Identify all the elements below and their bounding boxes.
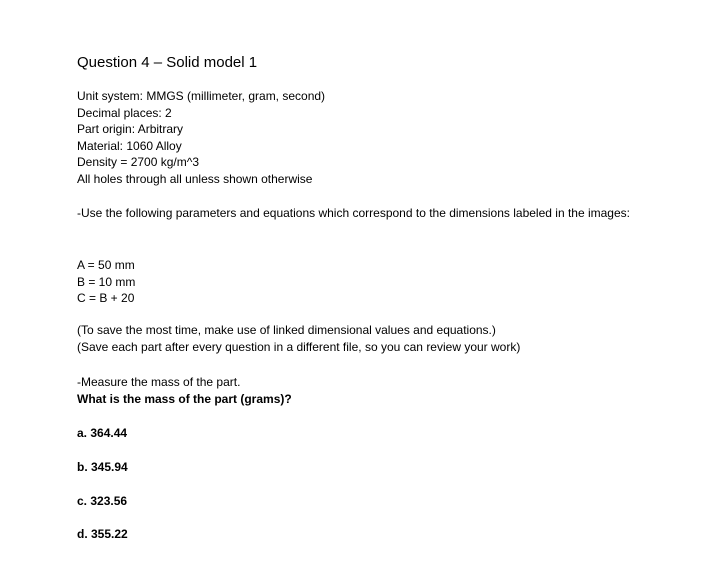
measure-section	[77, 374, 292, 407]
param-b: B = 10 mm	[77, 274, 136, 289]
answer-option-c[interactable]: c. 323.56	[77, 494, 128, 508]
answer-option-d[interactable]: d. 355.22	[77, 527, 128, 541]
parameter-list	[77, 257, 135, 307]
unit-system-line: Unit system: MMGS (millimeter, gram, second)	[77, 89, 326, 103]
holes-line: All holes through all unless shown otherwise	[77, 171, 313, 186]
instruction-text: -Use the following parameters and equations which correspond to the dimensions labeled in the images:	[77, 206, 630, 220]
question-title: Question 4 – Solid model 1	[77, 54, 258, 71]
decimal-places-line: Decimal places: 2	[77, 105, 172, 120]
linked-dimensions-note: (To save the most time, make use of linked dimensional values and equations.)	[77, 323, 496, 337]
spec-list	[77, 88, 325, 188]
param-c: C = B + 20	[77, 291, 135, 306]
material-line: Material: 1060 Alloy	[77, 138, 182, 153]
mass-question: What is the mass of the part (grams)?	[77, 391, 292, 406]
answer-option-a[interactable]: a. 364.44	[77, 426, 128, 440]
part-origin-line: Part origin: Arbitrary	[77, 122, 184, 137]
save-part-note: (Save each part after every question in a different file, so you can review your work)	[77, 339, 521, 354]
answer-option-b[interactable]: b. 345.94	[77, 460, 128, 474]
param-a: A = 50 mm	[77, 258, 135, 272]
instruction-paragraph	[77, 205, 637, 222]
notes-list	[77, 322, 520, 355]
measure-instruction: -Measure the mass of the part.	[77, 375, 241, 389]
density-line: Density = 2700 kg/m^3	[77, 155, 200, 170]
